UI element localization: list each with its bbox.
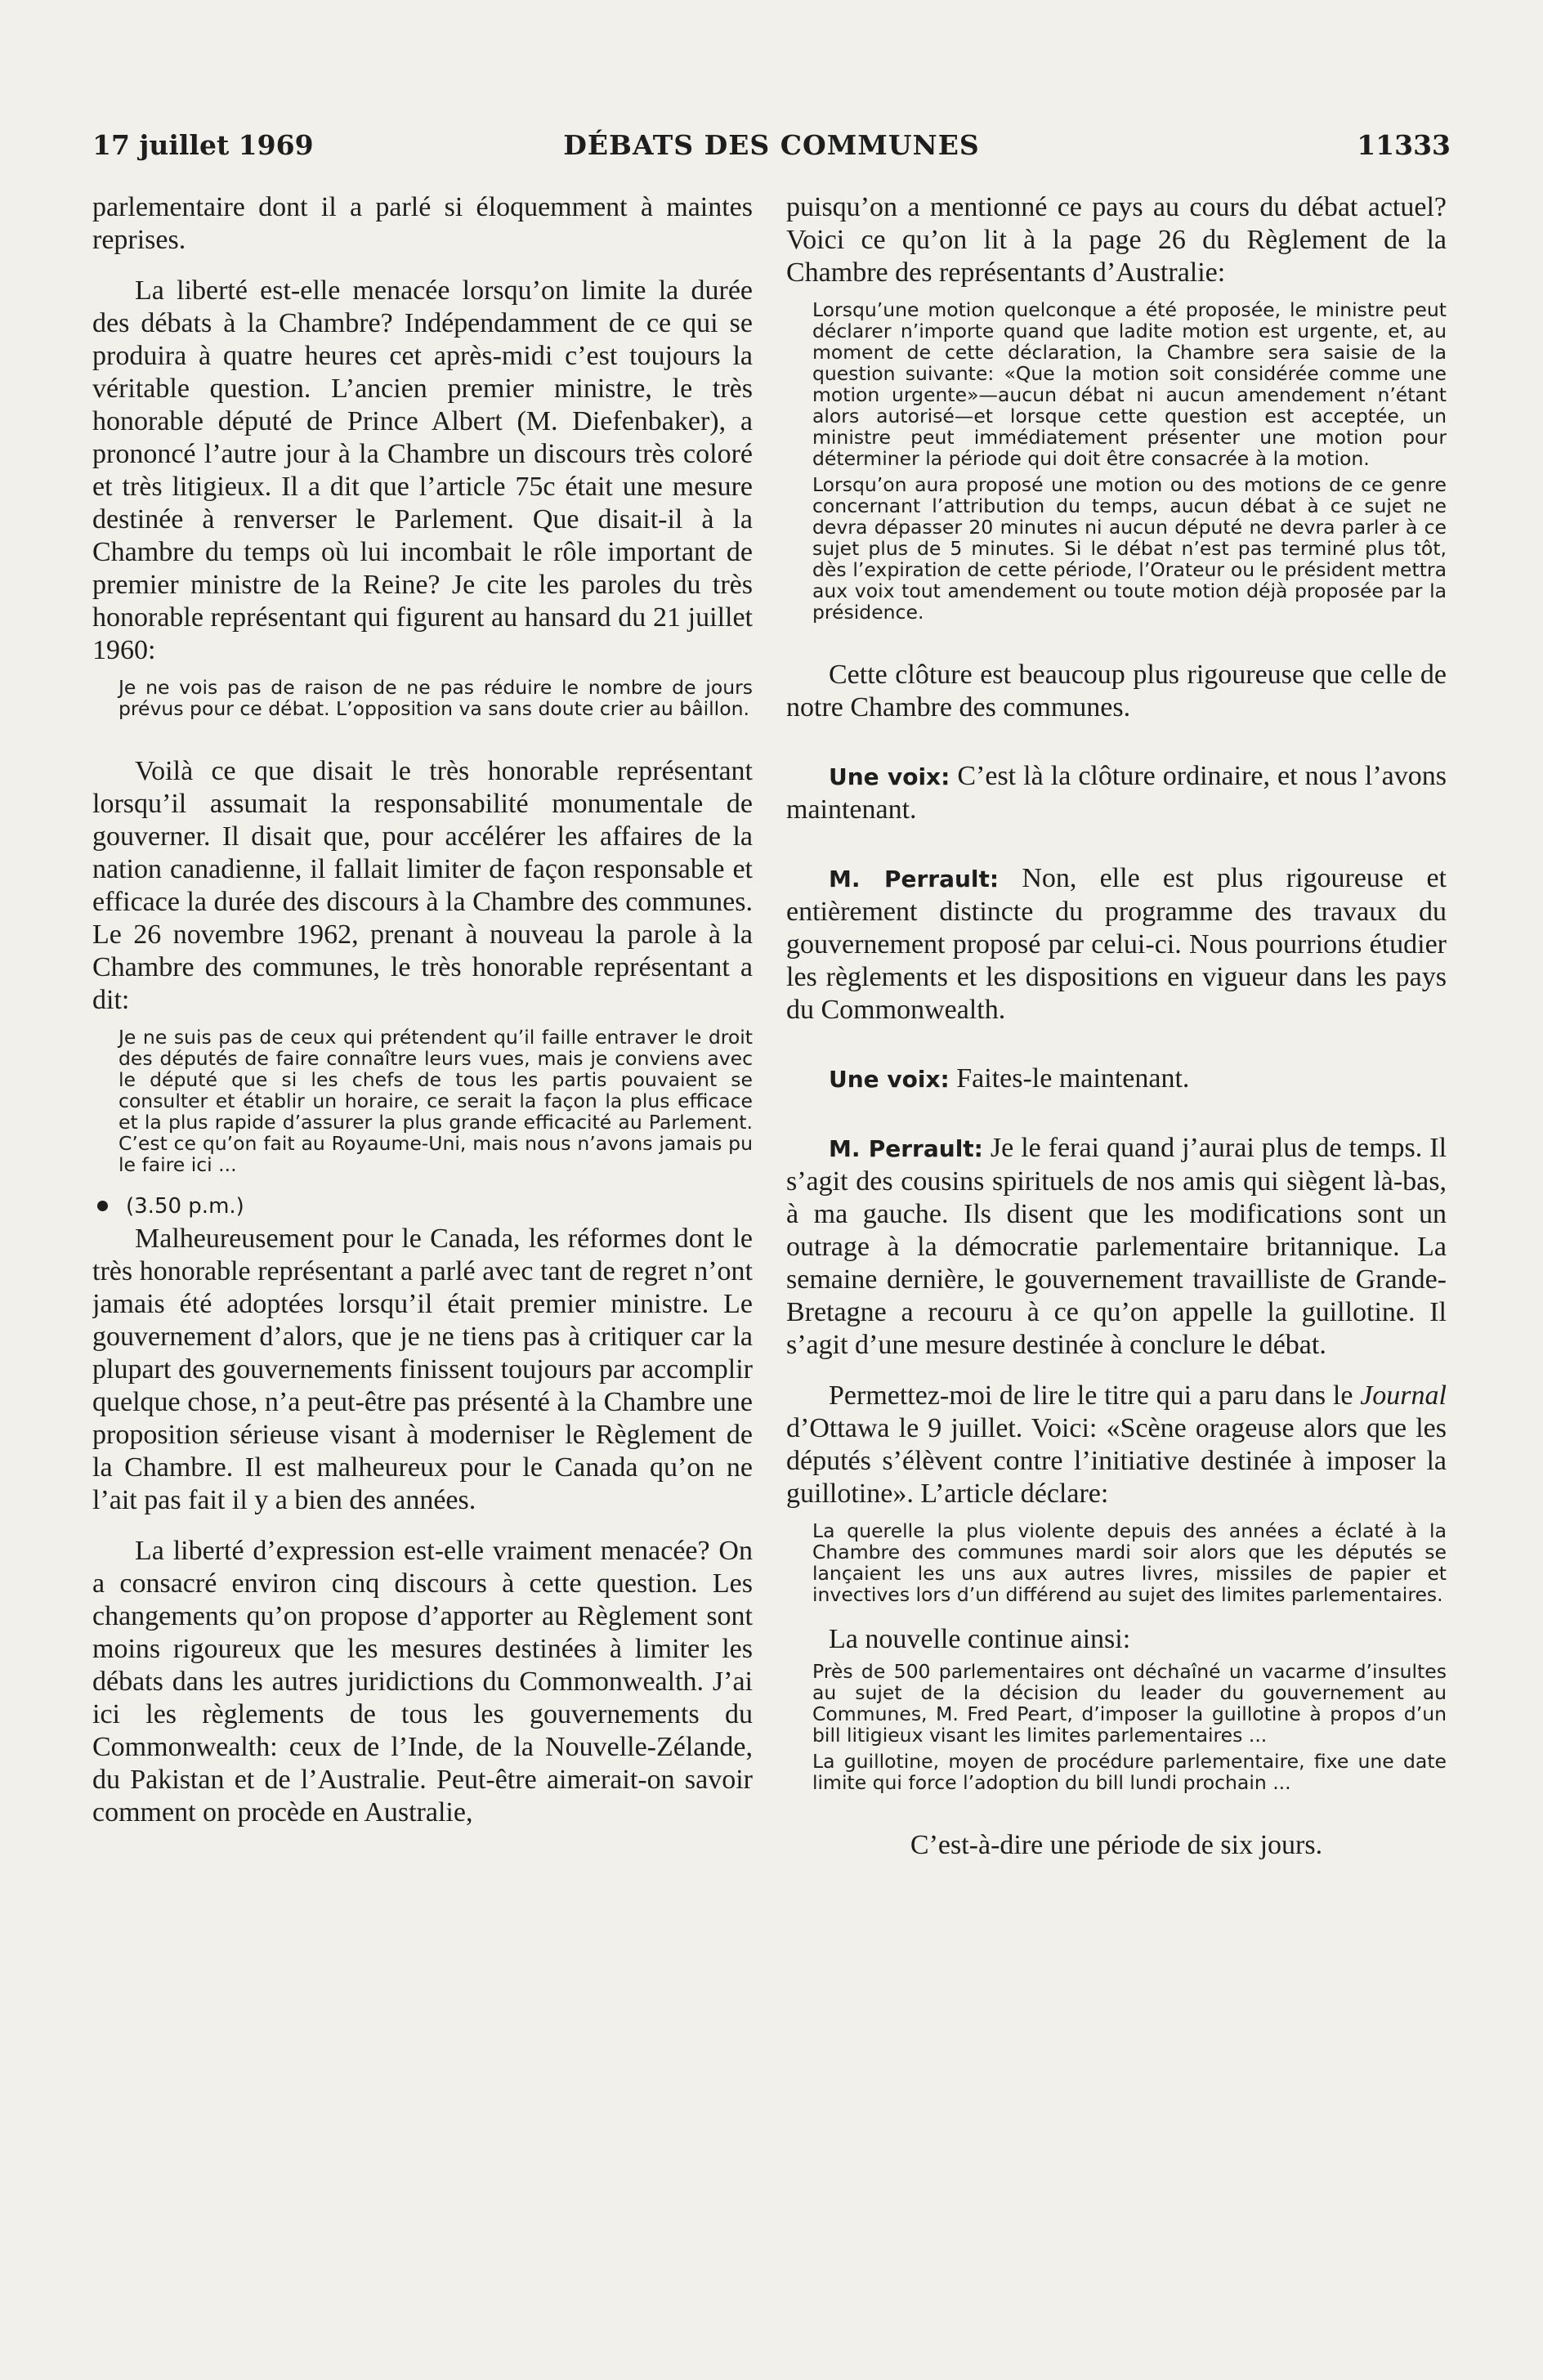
speech-text: Non, elle est plus rigoureuse et entièrement distincte du programme des travaux du gouvernement proposé par celui-ci. Nous pourrions étudier les règlements et les dispositions en vigueur dans les pays du Commonwealth. — [786, 863, 1447, 1025]
header-date: 17 juillet 1969 — [92, 129, 314, 161]
running-header — [92, 129, 1451, 165]
header-title: DÉBATS DES COMMUNES — [563, 129, 980, 161]
speaker-name: M. Perrault: — [829, 1135, 983, 1162]
header-page-number: 11333 — [1357, 129, 1451, 161]
paragraph: La liberté d’expression est-elle vraiment menacée? On a consacré environ cinq discours à cette question. Les changements qu’on propose d’apporter au Règlement sont moins rigoureux que les mesures destinées à limiter les débats dans les autres juridictions du Commonwealth. J’ai ici les règlements de tous les gouvernements du Commonwealth: ceux de l’Inde, de la Nouvelle-Zélande, du Pakistan et de l’Australie. Peut-être aimerait-on savoir comment on procède en Australie, — [92, 1536, 753, 1828]
left-column — [92, 191, 753, 2349]
time-marker — [92, 1190, 753, 1223]
quotation: Je ne vois pas de raison de ne pas réduire le nombre de jours prévus pour ce débat. L’opposition va sans doute crier au bâillon. — [119, 676, 753, 720]
quotation: Je ne suis pas de ceux qui prétendent qu’il faille entraver le droit des députés de faire connaître leurs vues, mais je conviens avec le député que si les chefs de tous les partis pouvaient se consulter et établir un horaire, ce serait la façon la plus efficace et la plus rapide d’assurer la plus grande efficacité au Parlement. C’est ce qu’on fait au Royaume-Uni, mais nous n’avons jamais pu le faire ici ... — [119, 1026, 753, 1176]
paragraph: parlementaire dont il a parlé si éloquemment à maintes reprises. — [92, 192, 753, 255]
quotation: Près de 500 parlementaires ont déchaîné un vacarme d’insultes au sujet de la décision du leader du gouvernement au Communes, M. Fred Peart, d’imposer la guillotine à propos d’un bill litigieux visant les limites parlementaires ... — [812, 1660, 1447, 1747]
quotation: La guillotine, moyen de procédure parlementaire, fixe une date limite qui force l’adoption du bill lundi prochain ... — [812, 1750, 1447, 1794]
right-column — [786, 191, 1447, 2349]
paragraph: La liberté est-elle menacée lorsqu’on limite la durée des débats à la Chambre? Indépendamment de ce qui se produira à quatre heures cet après-midi c’est toujours la véritable question. L’ancien premier ministre, le très honorable député de Prince Albert (M. Diefenbaker), a prononcé l’autre jour à la Chambre un discours très coloré et très litigieux. Il a dit que l’article 75c était une mesure destinée à renverser le Parlement. Que disait-il à la Chambre du temps où lui incombait le rôle important de premier ministre de la Reine? Je cite les paroles du très honorable représentant qui figurent au hansard du 21 juillet 1960: — [92, 275, 753, 665]
speech — [786, 862, 1447, 1027]
paragraph: puisqu’on a mentionné ce pays au cours du débat actuel? Voici ce qu’on lit à la page 26 du Règlement de la Chambre des représentants d’Australie: — [786, 192, 1447, 288]
speaker-name: Une voix: — [829, 763, 950, 790]
text-run: Permettez-moi de lire le titre qui a paru dans le — [829, 1380, 1361, 1411]
paragraph: Malheureusement pour le Canada, les réformes dont le très honorable représentant a parlé avec tant de regret n’ont jamais été adoptées lorsqu’il était premier ministre. Le gouvernement d’alors, que je ne tiens pas à critiquer car la plupart des gouvernements finissent toujours par accomplir quelque chose, n’a peut-être pas présenté à la Chambre une proposition sérieuse visant à moderniser le Règlement de la Chambre. Il est malheureux pour le Canada qu’on ne l’ait pas fait il y a bien des années. — [92, 1224, 753, 1515]
speech-text: C’est là la clôture ordinaire, et nous l’avons maintenant. — [786, 761, 1447, 825]
speech — [786, 760, 1447, 826]
paragraph: C’est-à-dire une période de six jours. — [910, 1830, 1323, 1860]
text-run: d’Ottawa le 9 juillet. Voici: «Scène orageuse alors que les députés s’élèvent contre l’initiative destinée à imposer la guillotine». L’article déclare: — [786, 1413, 1447, 1509]
speech — [786, 1062, 1447, 1096]
paragraph: Voilà ce que disait le très honorable représentant lorsqu’il assumait la responsabilité monumentale de gouverner. Il disait que, pour accélérer les affaires de la nation canadienne, il fallait limiter de façon responsable et efficace la durée des discours à la Chambre des communes. Le 26 novembre 1962, prenant à nouveau la parole à la Chambre des communes, le très honorable représentant a dit: — [92, 756, 753, 1015]
quotation: La querelle la plus violente depuis des années a éclaté à la Chambre des communes mardi soir alors que les députés se lançaient les uns aux autres livres, missiles de papier et invectives lors d’un différend au sujet des limites parlementaires. — [812, 1519, 1447, 1606]
paragraph — [786, 1380, 1447, 1510]
speaker-name: M. Perrault: — [829, 866, 1000, 892]
bullet-icon — [97, 1201, 108, 1211]
paragraph: Cette clôture est beaucoup plus rigoureuse que celle de notre Chambre des communes. — [786, 660, 1447, 722]
speaker-name: Une voix: — [829, 1066, 950, 1093]
publication-title: Journal — [1360, 1380, 1447, 1411]
quotation: Lorsqu’une motion quelconque a été proposée, le ministre peut déclarer n’importe quand que ladite motion est urgente, et, au moment de cette déclaration, la Chambre sera saisie de la question suivante: «Que la motion soit considérée comme une motion urgente»—aucun débat ni aucun amendement n’étant alors autorisé—et lorsque cette question est acceptée, un ministre peut immédiatement présenter une motion pour déterminer la période qui doit être consacrée à la motion. — [812, 298, 1447, 470]
paragraph: La nouvelle continue ainsi: — [829, 1624, 1131, 1654]
quotation: Lorsqu’on aura proposé une motion ou des motions de ce genre concernant l’attribution du temps, aucun débat à ce sujet ne devra dépasser 20 minutes ni aucun député ne devra parler à ce sujet plus de 5 minutes. Si le débat n’est pas terminé plus tôt, dès l’expiration de cette période, l’Orateur ou le président mettra aux voix tout amendement ou toute motion déjà proposée par la présidence. — [812, 473, 1447, 624]
speech — [786, 1132, 1447, 1362]
time-stamp: (3.50 p.m.) — [126, 1194, 244, 1219]
speech-text: Faites-le maintenant. — [956, 1063, 1190, 1094]
speech-text: Je le ferai quand j’aurai plus de temps. Il s’agit des cousins spirituels de nos amis qui siègent là-bas, à ma gauche. Ils disent que les modifications sont un outrage à la démocratie parlementaire britannique. La semaine dernière, le gouvernement travailliste de Grande-Bretagne a recouru à ce qu’on appelle la guillotine. Il s’agit d’une mesure destinée à conclure le débat. — [786, 1133, 1447, 1360]
